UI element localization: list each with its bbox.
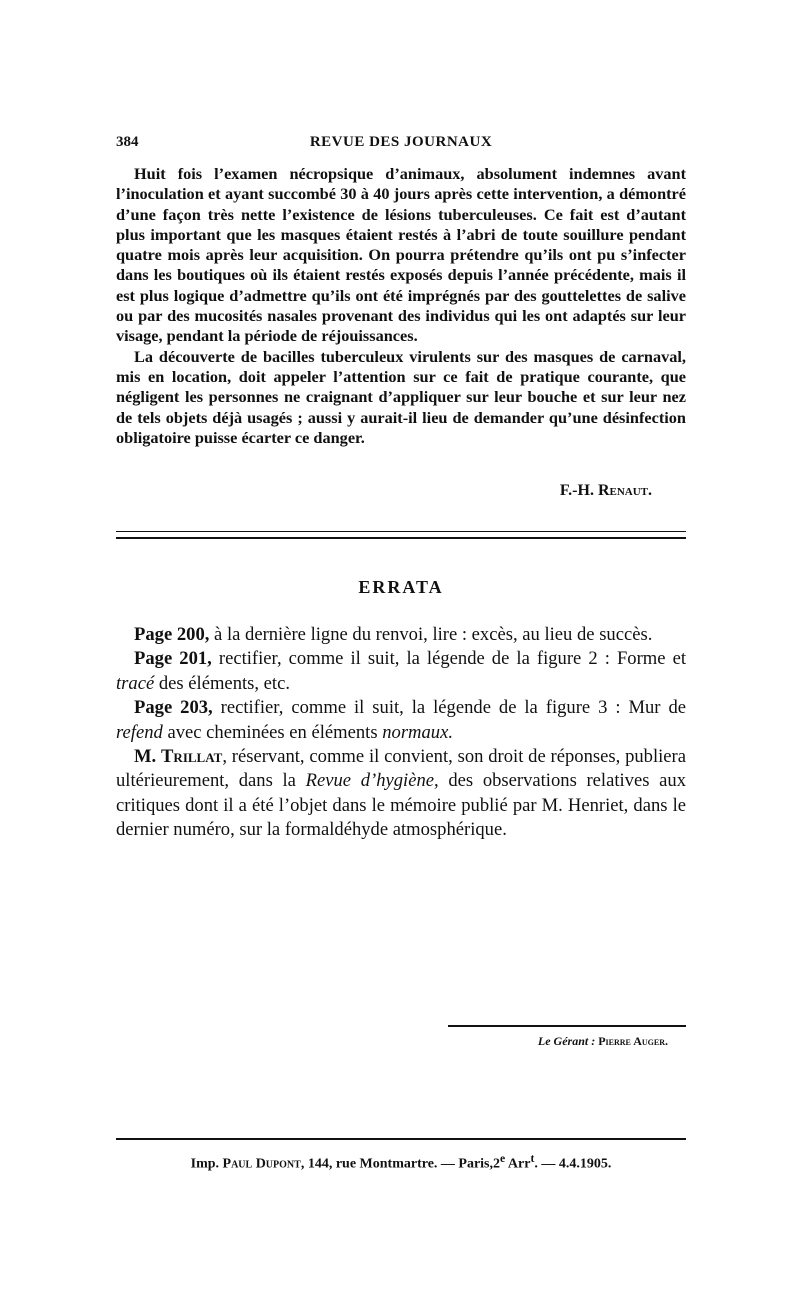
imprint-text: Arr	[505, 1156, 531, 1172]
imprint-text: . — 4.4.1905.	[534, 1156, 612, 1172]
imprint-text: , 144, rue Montmartre. — Paris,2	[300, 1156, 501, 1172]
gerant-divider	[448, 1025, 686, 1027]
errata-italic: refend	[116, 721, 163, 743]
errata-text: des éléments, etc.	[154, 672, 291, 694]
errata-author-name: Trillat	[161, 746, 223, 768]
imprint-text: Imp.	[190, 1156, 223, 1172]
section-divider	[116, 531, 686, 532]
imprint-printer: Paul Dupont	[222, 1156, 301, 1172]
errata-italic: tracé	[116, 672, 155, 694]
section-divider	[116, 537, 686, 539]
errata-item	[116, 745, 686, 843]
errata-item	[116, 647, 686, 696]
footer-divider	[116, 1138, 686, 1140]
errata-title: ERRATA	[358, 577, 444, 597]
gerant-line	[448, 1034, 668, 1049]
errata-text: à la dernière ligne du renvoi, lire : excès, au lieu de succès.	[209, 624, 653, 645]
errata-page-ref: Page 203,	[134, 697, 213, 719]
imprint-superscript: t	[530, 1152, 535, 1165]
errata-page-ref: Page 201,	[134, 648, 212, 670]
article-paragraph: La découverte de bacilles tuberculeux virulents sur des masques de carnaval, mis en location, doit appeler l’attention sur ce fait de pratique courante, que négligent les personnes ne craignant d’appliquer sur leur bouche et sur leur nez de tels objets déjà usagés ; aussi y aurait-il lieu de demander qu’une désinfection obligatoire puisse écarter ce danger.	[116, 346, 686, 447]
errata-journal-name: Revue d’hygiène	[305, 770, 435, 792]
errata-text: avec cheminées en éléments	[162, 721, 383, 743]
errata-text: rectifier, comme il suit, la légende de la figure 3 : Mur de	[212, 697, 686, 719]
errata-text: , réservant, comme il convient, son droit de réponses, publiera ultérieurement, dans la	[116, 746, 686, 792]
article-body	[116, 164, 686, 448]
imprint-superscript: e	[500, 1152, 506, 1165]
running-title: REVUE DES JOURNAUX	[309, 134, 493, 150]
gerant-name: Pierre Auger.	[598, 1034, 668, 1048]
errata-body	[116, 623, 686, 843]
errata-text: , des observations relatives aux critiques dont il a été l’objet dans le mémoire publié par M. Henriet, dans le dernier numéro, sur la formaldéhyde atmosphérique.	[116, 770, 686, 841]
page-number: 384	[116, 134, 139, 150]
article-paragraph: Huit fois l’examen nécropsique d’animaux, absolument indemnes avant l’inoculation et ayant succombé 30 à 40 jours après cette intervention, a démontré d’une façon très nette l’existence de lésions tuberculeuses. Ce fait est d’autant plus important que les masques étaient restés à l’abri de toute souillure pendant quatre mois après leur acquisition. On pourra prétendre qu’ils ont pu s’infecter dans les boutiques où ils étaient restés exposés depuis l’année précédente, mais il est plus logique d’admettre qu’ils ont été imprégnés par des gouttelettes de salive ou par des mucosités nasales provenant des individus qui les ont adaptés sur leur visage, pendant la période de réjouissances.	[116, 164, 686, 346]
imprint-line	[116, 1152, 686, 1173]
errata-italic: normaux.	[382, 721, 453, 743]
errata-item	[116, 623, 686, 647]
errata-page-ref: Page 200,	[134, 624, 210, 645]
gerant-label: Le Gérant :	[537, 1034, 596, 1048]
errata-item	[116, 696, 686, 745]
errata-name-prefix: M.	[134, 746, 162, 768]
article-signature: F.-H. Renaut.	[559, 482, 652, 499]
page-header	[116, 134, 686, 158]
errata-text: rectifier, comme il suit, la légende de la figure 2 : Forme et	[211, 648, 686, 670]
